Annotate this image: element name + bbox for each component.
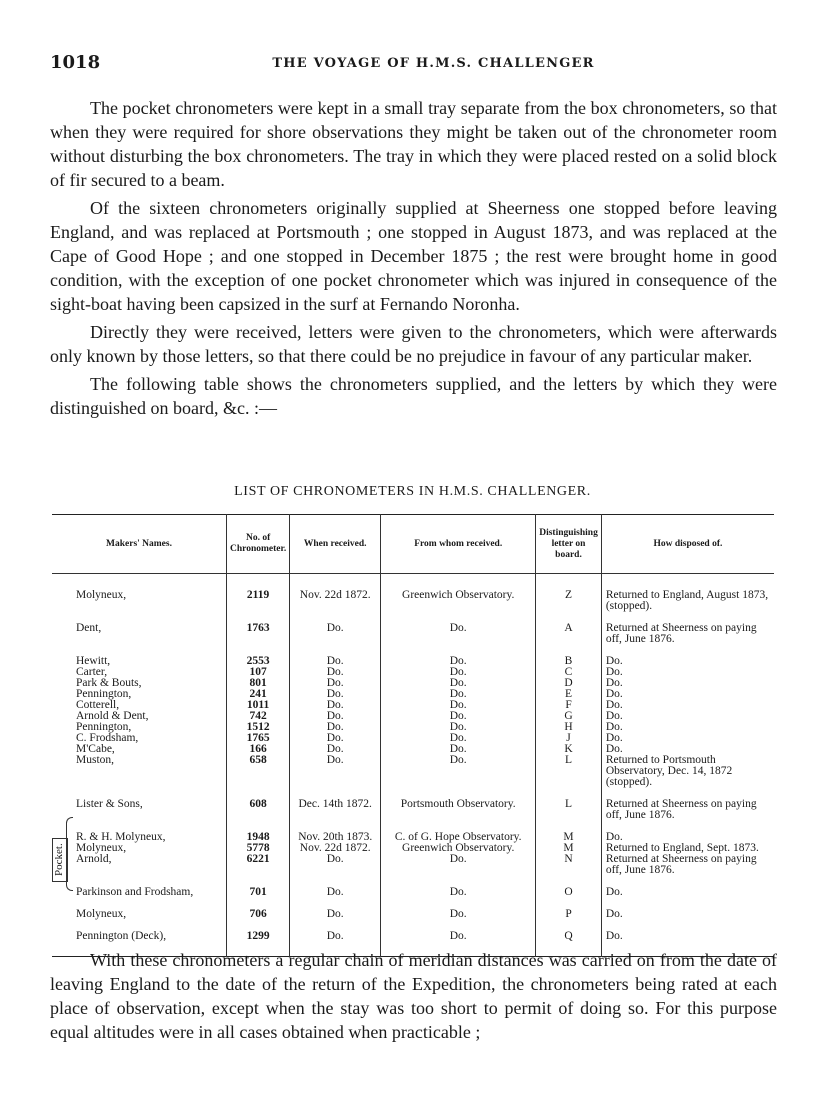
cell-maker: Molyneux, xyxy=(52,898,227,920)
cell-maker: Pennington, xyxy=(52,689,227,700)
cell-disposal: Do. xyxy=(605,688,623,700)
cell-number: 608 xyxy=(227,788,290,821)
cell-from: Greenwich Observatory. xyxy=(381,843,536,854)
cell-number: 2553 xyxy=(227,645,290,667)
cell-maker: Pennington (Deck), xyxy=(52,920,227,957)
cell-received: Do. xyxy=(290,722,381,733)
header-received: When received. xyxy=(290,515,381,574)
cell-disposal: Do. xyxy=(605,710,623,722)
cell-number: 1011 xyxy=(227,700,290,711)
cell-received: Do. xyxy=(290,689,381,700)
cell-maker: Molyneux, xyxy=(52,574,227,613)
cell-received: Do. xyxy=(290,898,381,920)
cell-received: Do. xyxy=(290,876,381,898)
table-row xyxy=(52,755,774,788)
paragraph: The pocket chronometers were kept in a small tray separate from the box chronometers, so that when they were required for shore observations they might be taken out of the chronometer room without disturbing the box chronometers. The tray in which they were placed rested on a solid block of fir secured to a beam. xyxy=(50,98,777,190)
cell-from: Do. xyxy=(381,667,536,678)
cell-letter: M xyxy=(536,821,602,843)
cell-disposal: Do. xyxy=(605,677,623,689)
cell-letter: A xyxy=(536,612,602,645)
table-row xyxy=(52,689,774,700)
cell-number: 241 xyxy=(227,689,290,700)
cell-number: 1512 xyxy=(227,722,290,733)
cell-number: 1763 xyxy=(227,612,290,645)
cell-letter: K xyxy=(536,744,602,755)
cell-disposal: Do. xyxy=(605,666,623,678)
cell-disposal: Returned to England, Sept. 1873. xyxy=(605,842,759,854)
cell-letter: F xyxy=(536,700,602,711)
table-row xyxy=(52,788,774,821)
cell-disposal: Returned at Sheerness on paying off, June 1876. xyxy=(605,798,757,821)
cell-maker: Carter, xyxy=(52,667,227,678)
cell-from: Do. xyxy=(381,920,536,957)
cell-letter: O xyxy=(536,876,602,898)
paragraph: Directly they were received, letters were given to the chronometers, which were afterwards only known by those letters, so that there could be no prejudice in favour of any particular maker. xyxy=(50,322,777,366)
pocket-label: Pocket. xyxy=(52,838,68,882)
running-title: THE VOYAGE OF H.M.S. CHALLENGER xyxy=(272,56,595,71)
cell-from: Do. xyxy=(381,645,536,667)
cell-disposal: Do. xyxy=(605,732,623,744)
cell-received: Do. xyxy=(290,744,381,755)
cell-disposal: Do. xyxy=(605,831,623,843)
cell-number: 706 xyxy=(227,898,290,920)
cell-maker: Arnold, xyxy=(52,854,227,876)
table-row xyxy=(52,667,774,678)
cell-number: 801 xyxy=(227,678,290,689)
cell-number: 658 xyxy=(227,755,290,788)
cell-received: Nov. 22d 1872. xyxy=(290,843,381,854)
cell-received: Do. xyxy=(290,854,381,876)
cell-letter: Q xyxy=(536,920,602,957)
header-from: From whom received. xyxy=(381,515,536,574)
cell-letter: H xyxy=(536,722,602,733)
cell-number: 6221 xyxy=(227,854,290,876)
cell-from: Do. xyxy=(381,898,536,920)
cell-from: Do. xyxy=(381,722,536,733)
cell-received: Nov. 20th 1873. xyxy=(290,821,381,843)
cell-maker: Cotterell, xyxy=(52,700,227,711)
cell-from: Do. xyxy=(381,711,536,722)
cell-disposal: Returned at Sheerness on paying off, June 1876. xyxy=(605,853,757,876)
cell-maker: M'Cabe, xyxy=(52,744,227,755)
cell-letter: L xyxy=(536,788,602,821)
cell-number: 2119 xyxy=(227,574,290,613)
cell-received: Do. xyxy=(290,920,381,957)
cell-letter: N xyxy=(536,854,602,876)
cell-disposal: Do. xyxy=(605,655,623,667)
cell-received: Do. xyxy=(290,733,381,744)
cell-letter: J xyxy=(536,733,602,744)
cell-received: Do. xyxy=(290,678,381,689)
cell-from: Do. xyxy=(381,700,536,711)
cell-from: Do. xyxy=(381,744,536,755)
cell-disposal: Do. xyxy=(605,699,623,711)
cell-maker: Molyneux, xyxy=(52,843,227,854)
cell-from: Greenwich Observatory. xyxy=(381,574,536,613)
cell-received: Do. xyxy=(290,612,381,645)
cell-from: Do. xyxy=(381,876,536,898)
cell-letter: B xyxy=(536,645,602,667)
table-row xyxy=(52,678,774,689)
cell-number: 1299 xyxy=(227,920,290,957)
cell-received: Do. xyxy=(290,755,381,788)
cell-from: Do. xyxy=(381,733,536,744)
cell-disposal: Do. xyxy=(605,721,623,733)
cell-maker: R. & H. Molyneux, xyxy=(52,821,227,843)
cell-from: Do. xyxy=(381,612,536,645)
table-row xyxy=(52,574,774,613)
header-disposal: How disposed of. xyxy=(601,515,774,574)
table-row xyxy=(52,645,774,667)
table-row xyxy=(52,876,774,898)
cell-maker: Arnold & Dent, xyxy=(52,711,227,722)
cell-letter: C xyxy=(536,667,602,678)
cell-received: Do. xyxy=(290,645,381,667)
cell-disposal: Do. xyxy=(605,886,623,898)
cell-disposal: Do. xyxy=(605,908,623,920)
chronometer-table xyxy=(52,514,774,957)
table-body xyxy=(52,574,774,957)
cell-disposal: Do. xyxy=(605,930,623,942)
cell-letter: G xyxy=(536,711,602,722)
cell-letter: M xyxy=(536,843,602,854)
cell-from: Do. xyxy=(381,854,536,876)
header-number: No. of Chronometer. xyxy=(227,515,290,574)
cell-maker: Lister & Sons, xyxy=(52,788,227,821)
header-maker: Makers' Names. xyxy=(52,515,227,574)
cell-maker: Dent, xyxy=(52,612,227,645)
table-row xyxy=(52,821,774,843)
page-header xyxy=(50,52,777,76)
header-letter: Distinguishing letter on board. xyxy=(536,515,602,574)
cell-disposal: Returned to Portsmouth Observatory, Dec. 14, 1872 (stopped). xyxy=(605,754,733,788)
cell-received: Do. xyxy=(290,700,381,711)
table-row xyxy=(52,854,774,876)
body-text-top xyxy=(50,96,777,424)
cell-received: Dec. 14th 1872. xyxy=(290,788,381,821)
cell-letter: P xyxy=(536,898,602,920)
cell-received: Do. xyxy=(290,667,381,678)
cell-number: 701 xyxy=(227,876,290,898)
cell-number: 5778 xyxy=(227,843,290,854)
paragraph: Of the sixteen chronometers originally supplied at Sheerness one stopped before leaving England, and was replaced at Portsmouth ; one stopped in August 1873, and was replaced at the Cape of Good Hope ; and one stopped in December 1875 ; the rest were brought home in good condition, with the exception of one pocket chronometer which was injured in consequence of the sight-boat having been capsized in the surf at Fernando Noronha. xyxy=(50,198,777,314)
table-row xyxy=(52,612,774,645)
cell-from: C. of G. Hope Observatory. xyxy=(381,821,536,843)
cell-disposal: Do. xyxy=(605,743,623,755)
table-title: LIST OF CHRONOMETERS IN H.M.S. CHALLENGER. xyxy=(234,484,591,499)
page-number: 1018 xyxy=(50,52,101,73)
cell-number: 742 xyxy=(227,711,290,722)
paragraph: With these chronometers a regular chain of meridian distances was carried on from the date of leaving England to the date of the return of the Expedition, the chronometers being rated at each place of observation, except when the stay was too short to permit of doing so. For this purpose equal altitudes were in all cases obtained when practicable ; xyxy=(50,950,777,1042)
cell-maker: Pennington, xyxy=(52,722,227,733)
body-text-bottom xyxy=(50,948,777,1048)
cell-from: Do. xyxy=(381,689,536,700)
cell-number: 1765 xyxy=(227,733,290,744)
cell-from: Portsmouth Observatory. xyxy=(381,788,536,821)
table-row xyxy=(52,722,774,733)
table-row xyxy=(52,898,774,920)
cell-maker: Muston, xyxy=(52,755,227,788)
table-header-row xyxy=(52,515,774,574)
cell-from: Do. xyxy=(381,755,536,788)
cell-disposal: Returned at Sheerness on paying off, June 1876. xyxy=(605,622,757,645)
cell-letter: L xyxy=(536,755,602,788)
cell-from: Do. xyxy=(381,678,536,689)
cell-letter: D xyxy=(536,678,602,689)
cell-number: 107 xyxy=(227,667,290,678)
cell-maker: C. Frodsham, xyxy=(52,733,227,744)
cell-number: 166 xyxy=(227,744,290,755)
cell-maker: Hewitt, xyxy=(52,645,227,667)
cell-maker: Parkinson and Frodsham, xyxy=(52,876,227,898)
cell-disposal: Returned to England, August 1873, (stopped). xyxy=(605,589,769,612)
cell-letter: Z xyxy=(536,574,602,613)
paragraph: The following table shows the chronometers supplied, and the letters by which they were distinguished on board, &c. :— xyxy=(50,374,777,418)
cell-number: 1948 xyxy=(227,821,290,843)
cell-received: Do. xyxy=(290,711,381,722)
cell-received: Nov. 22d 1872. xyxy=(290,574,381,613)
table-row xyxy=(52,700,774,711)
cell-maker: Park & Bouts, xyxy=(52,678,227,689)
table-row xyxy=(52,733,774,744)
cell-letter: E xyxy=(536,689,602,700)
table-row xyxy=(52,711,774,722)
